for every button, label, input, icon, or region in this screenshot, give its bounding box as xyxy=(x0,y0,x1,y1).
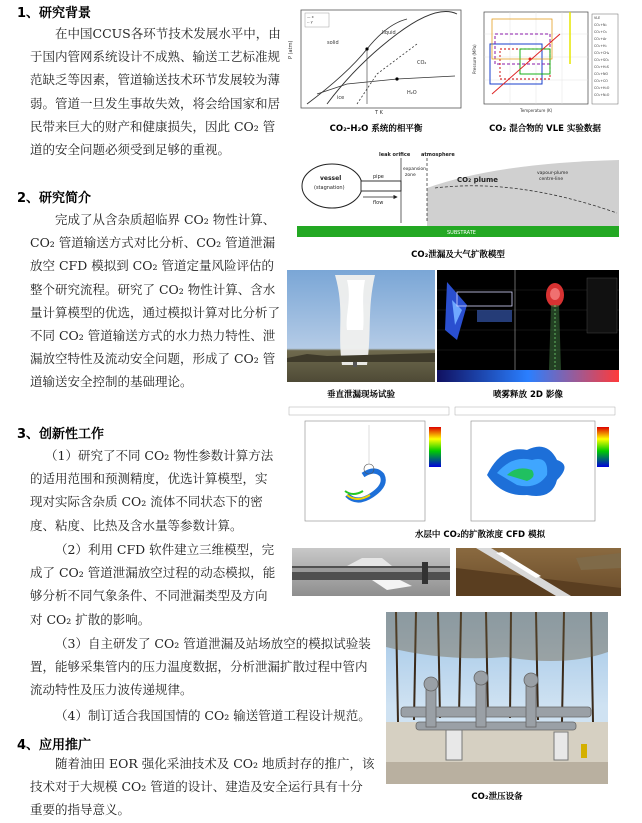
section-3-item-4: （4）制订适合我国国情的 CO₂ 输送管道工程设计规范。 xyxy=(55,708,371,723)
vle-ylabel: Pressure (MPa) xyxy=(472,44,477,74)
caption-equipment: CO₂泄压设备 xyxy=(471,792,523,802)
svg-text:CO₂+N₂: CO₂+N₂ xyxy=(594,23,607,27)
svg-text:CO₂+N₂O: CO₂+N₂O xyxy=(594,93,610,97)
svg-text:centre-line: centre-line xyxy=(539,177,564,182)
caption-spray: 喷雾释放 2D 影像 xyxy=(493,390,563,400)
phase-xlabel: T K xyxy=(375,110,383,116)
svg-text:flow: flow xyxy=(373,200,384,206)
section-3-item-2: （2）利用 CFD 软件建立三维模型，完成了 CO₂ 管道泄漏放空过程的动态模拟，能够分析不同气象条件、不同泄漏类型及方向对 CO₂ 扩散的影响。 xyxy=(30,542,276,627)
vle-chart-figure xyxy=(470,4,620,116)
pipe-leak-photo xyxy=(292,548,450,596)
caption-phase: CO₂-H₂O 系统的相平衡 xyxy=(329,124,423,134)
svg-text:CO₂+SO₂: CO₂+SO₂ xyxy=(594,58,609,62)
section-2-body: 完成了从含杂质超临界 CO₂ 物性计算、CO₂ 管道输送方式对比分析、CO₂ 管道泄漏放空 CFD 模拟到 CO₂ 管道定量风险评估的整个研究流程。研究了 CO₂ 物性计算、含水量计算模型的优选，通过模拟计算对比分析了不同 CO₂ 管道输送方式的水力热力特性、泄漏放空特性及流动安全问题，形成了 CO₂ 管道输送安全控制的基础理论。 xyxy=(30,212,281,390)
svg-text:CO₂+H₂S: CO₂+H₂S xyxy=(594,65,609,69)
svg-text:CO₂: CO₂ xyxy=(417,60,427,66)
section-2-title: 2、研究简介 xyxy=(17,191,92,206)
svg-text:-- y: -- y xyxy=(307,20,313,24)
svg-text:pipe: pipe xyxy=(373,174,384,180)
caption-field: 垂直泄漏现场试验 xyxy=(326,390,395,400)
svg-text:— x: — x xyxy=(307,15,314,19)
svg-text:leak orifice: leak orifice xyxy=(379,152,411,158)
svg-text:CO₂+H₂O: CO₂+H₂O xyxy=(594,86,610,90)
section-1-title: 1、研究背景 xyxy=(17,6,92,21)
svg-text:zone: zone xyxy=(405,173,416,178)
svg-text:vapour-plume: vapour-plume xyxy=(537,171,569,176)
svg-text:solid: solid xyxy=(327,40,339,46)
caption-vle: CO₂ 混合物的 VLE 实验数据 xyxy=(489,124,601,134)
svg-text:CO₂+Ar: CO₂+Ar xyxy=(594,37,607,41)
section-3-item-1: （1）研究了不同 CO₂ 物性参数计算方法的适用范围和预测精度，优选计算模型，实现对实际含杂质 CO₂ 流体不同状态下的密度、粘度、比热及含水量等参数计算。 xyxy=(30,448,274,533)
svg-text:CO₂+O₂: CO₂+O₂ xyxy=(594,30,607,34)
svg-text:CO₂ plume: CO₂ plume xyxy=(457,176,499,184)
vle-xlabel: Temperature (K) xyxy=(520,108,553,113)
phase-diagram-figure xyxy=(287,4,465,116)
svg-text:CO₂+NO: CO₂+NO xyxy=(594,72,609,76)
svg-text:CO₂+CH₄: CO₂+CH₄ xyxy=(594,51,610,55)
svg-text:liquid: liquid xyxy=(382,30,396,36)
svg-text:CO₂+CO: CO₂+CO xyxy=(594,79,608,83)
svg-text:(stagnation): (stagnation) xyxy=(314,185,345,191)
plume-substrate: SUBSTRATE xyxy=(447,230,476,236)
section-4-title: 4、应用推广 xyxy=(17,738,92,753)
svg-text:CO₂+H₂: CO₂+H₂ xyxy=(594,44,607,48)
svg-text:vessel: vessel xyxy=(320,175,342,182)
plume-model-figure xyxy=(297,148,619,240)
caption-cfd: 水层中 CO₂的扩散浓度 CFD 模拟 xyxy=(414,530,546,540)
spray-image xyxy=(437,270,619,382)
svg-text:expansion: expansion xyxy=(403,167,427,172)
svg-text:VLE: VLE xyxy=(594,16,601,20)
field-test-photo xyxy=(287,270,435,382)
section-1-body: 在中国CCUS各环节技术发展水平中，由于国内管网系统设计不成熟、输送工艺标准规范缺乏等因素，管道输送技术环节发展较为薄弱。管道一旦发生事故失效，将会给国家和居民带来巨大的财产和健康损失，因此 CO₂ 管道的安全问题必须受到足够的重视。 xyxy=(30,26,281,158)
equipment-photo xyxy=(386,612,608,784)
pipe-burst-photo xyxy=(456,548,621,596)
svg-text:atmosphere: atmosphere xyxy=(421,152,455,158)
svg-text:ice: ice xyxy=(337,95,345,101)
phase-ylabel: P (atm) xyxy=(288,40,294,59)
section-3-item-3: （3）自主研发了 CO₂ 管道泄漏及站场放空的模拟试验装置，能够采集管内的压力温度数据，分析泄漏扩散过程中管内流动特性及压力波传递规律。 xyxy=(30,636,371,698)
section-4-body: 随着油田 EOR 强化采油技术及 CO₂ 地质封存的推广，该技术对于大规模 CO₂ 管道的设计、建造及安全运行具有十分重要的指导意义。 xyxy=(30,756,375,818)
section-3-title: 3、创新性工作 xyxy=(17,427,105,442)
cfd-simulation-figure xyxy=(287,405,621,523)
svg-text:H₂O: H₂O xyxy=(407,90,417,96)
caption-plume: CO₂泄漏及大气扩散模型 xyxy=(411,250,505,260)
